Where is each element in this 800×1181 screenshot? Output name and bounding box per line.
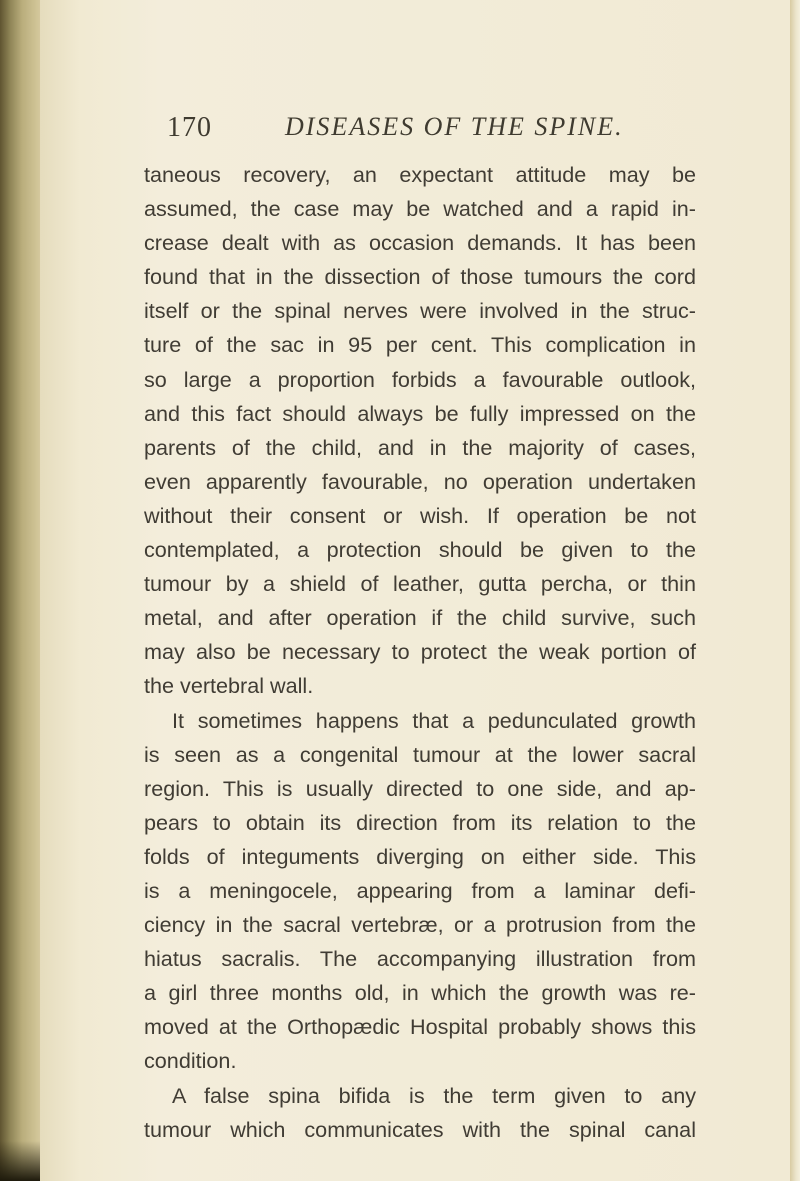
page-number: 170: [167, 112, 212, 143]
text-line: assumed, the case may be watched and a rapid in-: [144, 196, 696, 222]
text-line: ture of the sac in 95 per cent. This complication in: [144, 332, 696, 358]
running-title: DISEASES OF THE SPINE.: [285, 112, 624, 141]
page-header: [167, 112, 727, 148]
paragraph: [144, 1079, 696, 1147]
text-line: is seen as a congenital tumour at the lower sacral: [144, 741, 696, 767]
body-text: [144, 158, 696, 1147]
text-line: folds of integuments diverging on either side. This: [144, 843, 696, 869]
binding-shadow: [0, 1141, 40, 1181]
text-line: pears to obtain its direction from its relation to the: [144, 809, 696, 835]
text-line: so large a proportion forbids a favourable outlook,: [144, 366, 696, 392]
text-line: contemplated, a protection should be given to the: [144, 537, 696, 563]
paragraph: [144, 158, 696, 704]
text-line: tumour by a shield of leather, gutta percha, or thin: [144, 571, 696, 597]
text-line: and this fact should always be fully impressed on the: [144, 400, 696, 426]
text-line: a girl three months old, in which the growth was re-: [144, 980, 696, 1006]
text-line: is a meningocele, appearing from a laminar defi-: [144, 877, 696, 903]
text-line: A false spina bifida is the term given to any: [172, 1082, 696, 1108]
text-line: crease dealt with as occasion demands. It has been: [144, 230, 696, 256]
text-line: region. This is usually directed to one side, and ap-: [144, 775, 696, 801]
text-line: moved at the Orthopædic Hospital probably shows this: [144, 1014, 696, 1040]
text-line: found that in the dissection of those tumours the cord: [144, 264, 696, 290]
text-line: itself or the spinal nerves were involved in the struc-: [144, 298, 696, 324]
text-line: It sometimes happens that a pedunculated growth: [172, 707, 696, 733]
text-line: parents of the child, and in the majority of cases,: [144, 434, 696, 460]
paragraph: [144, 704, 696, 1079]
text-line: the vertebral wall.: [144, 673, 314, 699]
text-line: condition.: [144, 1048, 237, 1074]
text-line: ciency in the sacral vertebræ, or a protrusion from the: [144, 912, 696, 938]
text-line: metal, and after operation if the child survive, such: [144, 605, 696, 631]
text-line: without their consent or wish. If operation be not: [144, 502, 696, 528]
page-edge: [790, 0, 800, 1181]
text-line: even apparently favourable, no operation undertaken: [144, 468, 696, 494]
text-line: taneous recovery, an expectant attitude may be: [144, 162, 696, 187]
text-line: tumour which communicates with the spinal canal: [144, 1116, 696, 1142]
text-line: may also be necessary to protect the weak portion of: [144, 639, 696, 665]
text-line: hiatus sacralis. The accompanying illustration from: [144, 946, 696, 972]
